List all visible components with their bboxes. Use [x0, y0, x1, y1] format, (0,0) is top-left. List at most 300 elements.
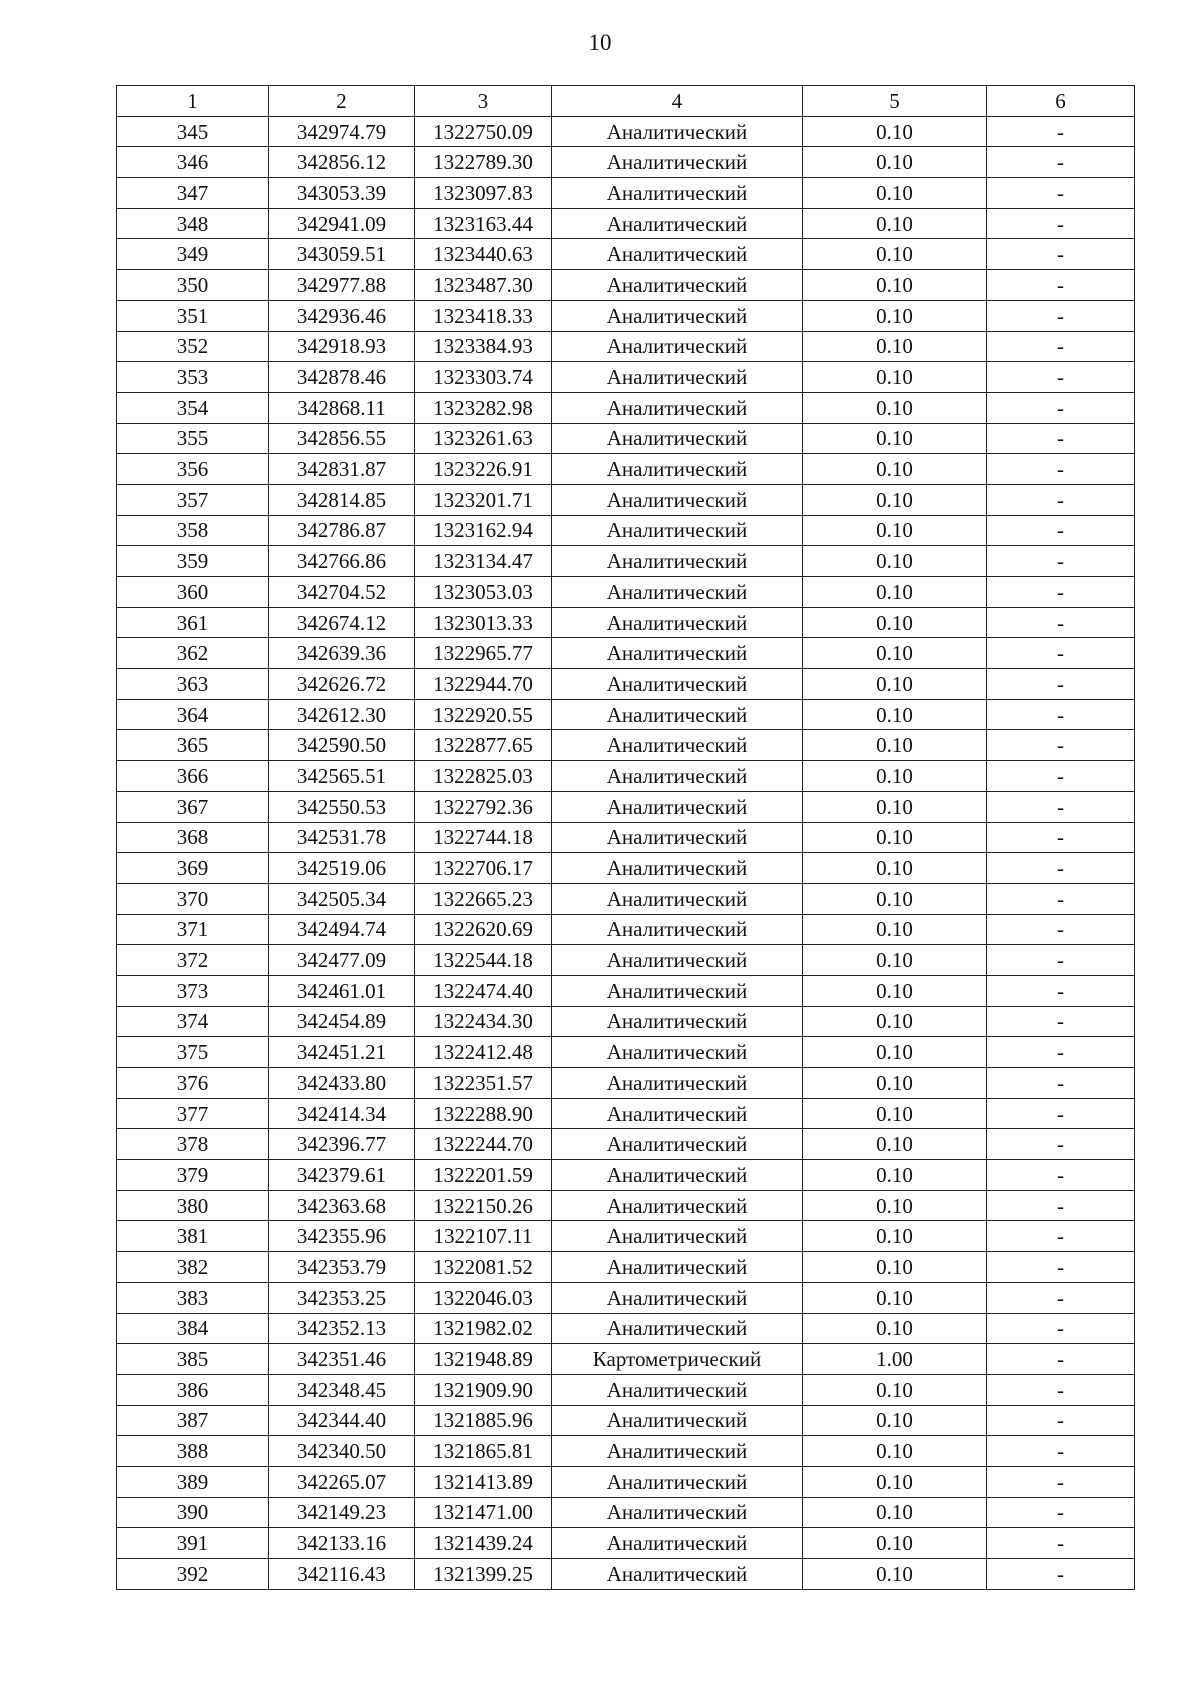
- method-cell: Аналитический: [552, 1068, 803, 1099]
- method-cell: Аналитический: [552, 1466, 803, 1497]
- point-number-cell: 371: [117, 914, 269, 945]
- y-coordinate-cell: 1321982.02: [415, 1313, 552, 1344]
- note-cell: -: [987, 208, 1135, 239]
- y-coordinate-cell: 1323487.30: [415, 270, 552, 301]
- y-coordinate-cell: 1321948.89: [415, 1344, 552, 1375]
- x-coordinate-cell: 342396.77: [269, 1129, 415, 1160]
- table-row: [117, 1466, 1135, 1497]
- accuracy-cell: 0.10: [803, 515, 987, 546]
- accuracy-cell: 0.10: [803, 178, 987, 209]
- note-cell: -: [987, 1160, 1135, 1191]
- note-cell: -: [987, 669, 1135, 700]
- accuracy-cell: 0.10: [803, 1129, 987, 1160]
- accuracy-cell: 0.10: [803, 975, 987, 1006]
- table-row: [117, 178, 1135, 209]
- point-number-cell: 382: [117, 1252, 269, 1283]
- table-row: [117, 730, 1135, 761]
- table-row: [117, 270, 1135, 301]
- table-row: [117, 1313, 1135, 1344]
- note-cell: -: [987, 1405, 1135, 1436]
- table-row: [117, 147, 1135, 178]
- note-cell: -: [987, 791, 1135, 822]
- x-coordinate-cell: 342878.46: [269, 362, 415, 393]
- accuracy-cell: 0.10: [803, 208, 987, 239]
- accuracy-cell: 0.10: [803, 1436, 987, 1467]
- point-number-cell: 349: [117, 239, 269, 270]
- table-row: [117, 822, 1135, 853]
- page-number: 10: [588, 30, 612, 55]
- point-number-cell: 377: [117, 1098, 269, 1129]
- column-header-1: 1: [117, 86, 269, 117]
- method-cell: Аналитический: [552, 178, 803, 209]
- note-cell: -: [987, 362, 1135, 393]
- accuracy-cell: 0.10: [803, 331, 987, 362]
- method-cell: Аналитический: [552, 208, 803, 239]
- point-number-cell: 352: [117, 331, 269, 362]
- x-coordinate-cell: 342505.34: [269, 883, 415, 914]
- x-coordinate-cell: 342766.86: [269, 546, 415, 577]
- point-number-cell: 368: [117, 822, 269, 853]
- x-coordinate-cell: 343059.51: [269, 239, 415, 270]
- y-coordinate-cell: 1321399.25: [415, 1559, 552, 1590]
- point-number-cell: 373: [117, 975, 269, 1006]
- method-cell: Аналитический: [552, 730, 803, 761]
- y-coordinate-cell: 1322920.55: [415, 699, 552, 730]
- accuracy-cell: 0.10: [803, 1559, 987, 1590]
- x-coordinate-cell: 342856.55: [269, 423, 415, 454]
- table-row: [117, 791, 1135, 822]
- table-row: [117, 1282, 1135, 1313]
- table-row: [117, 392, 1135, 423]
- accuracy-cell: 0.10: [803, 1528, 987, 1559]
- note-cell: -: [987, 699, 1135, 730]
- note-cell: -: [987, 515, 1135, 546]
- point-number-cell: 385: [117, 1344, 269, 1375]
- table-row: [117, 208, 1135, 239]
- table-row: [117, 331, 1135, 362]
- method-cell: Аналитический: [552, 147, 803, 178]
- x-coordinate-cell: 342379.61: [269, 1160, 415, 1191]
- accuracy-cell: 0.10: [803, 1497, 987, 1528]
- method-cell: Аналитический: [552, 1190, 803, 1221]
- method-cell: Аналитический: [552, 699, 803, 730]
- x-coordinate-cell: 342461.01: [269, 975, 415, 1006]
- y-coordinate-cell: 1323226.91: [415, 454, 552, 485]
- x-coordinate-cell: 342433.80: [269, 1068, 415, 1099]
- y-coordinate-cell: 1322789.30: [415, 147, 552, 178]
- y-coordinate-cell: 1322201.59: [415, 1160, 552, 1191]
- point-number-cell: 369: [117, 853, 269, 884]
- point-number-cell: 364: [117, 699, 269, 730]
- y-coordinate-cell: 1322150.26: [415, 1190, 552, 1221]
- y-coordinate-cell: 1322081.52: [415, 1252, 552, 1283]
- accuracy-cell: 0.10: [803, 1221, 987, 1252]
- point-number-cell: 381: [117, 1221, 269, 1252]
- x-coordinate-cell: 342786.87: [269, 515, 415, 546]
- accuracy-cell: 0.10: [803, 1098, 987, 1129]
- table-row: [117, 1405, 1135, 1436]
- table-row: [117, 300, 1135, 331]
- x-coordinate-cell: 342639.36: [269, 638, 415, 669]
- note-cell: -: [987, 546, 1135, 577]
- method-cell: Аналитический: [552, 116, 803, 147]
- note-cell: -: [987, 853, 1135, 884]
- note-cell: -: [987, 1282, 1135, 1313]
- y-coordinate-cell: 1323013.33: [415, 607, 552, 638]
- method-cell: Аналитический: [552, 546, 803, 577]
- point-number-cell: 358: [117, 515, 269, 546]
- accuracy-cell: 0.10: [803, 1252, 987, 1283]
- y-coordinate-cell: 1322474.40: [415, 975, 552, 1006]
- table-row: [117, 239, 1135, 270]
- table-row: [117, 883, 1135, 914]
- accuracy-cell: 0.10: [803, 1037, 987, 1068]
- table-row: [117, 1190, 1135, 1221]
- point-number-cell: 391: [117, 1528, 269, 1559]
- table-body: [117, 116, 1135, 1589]
- table-row: [117, 116, 1135, 147]
- point-number-cell: 357: [117, 484, 269, 515]
- point-number-cell: 346: [117, 147, 269, 178]
- y-coordinate-cell: 1322244.70: [415, 1129, 552, 1160]
- method-cell: Аналитический: [552, 423, 803, 454]
- point-number-cell: 356: [117, 454, 269, 485]
- point-number-cell: 376: [117, 1068, 269, 1099]
- y-coordinate-cell: 1321413.89: [415, 1466, 552, 1497]
- method-cell: Аналитический: [552, 945, 803, 976]
- accuracy-cell: 0.10: [803, 761, 987, 792]
- method-cell: Аналитический: [552, 454, 803, 485]
- point-number-cell: 361: [117, 607, 269, 638]
- point-number-cell: 365: [117, 730, 269, 761]
- accuracy-cell: 0.10: [803, 362, 987, 393]
- y-coordinate-cell: 1322792.36: [415, 791, 552, 822]
- point-number-cell: 392: [117, 1559, 269, 1590]
- x-coordinate-cell: 342351.46: [269, 1344, 415, 1375]
- x-coordinate-cell: 342868.11: [269, 392, 415, 423]
- method-cell: Аналитический: [552, 484, 803, 515]
- accuracy-cell: 0.10: [803, 730, 987, 761]
- y-coordinate-cell: 1323163.44: [415, 208, 552, 239]
- x-coordinate-cell: 343053.39: [269, 178, 415, 209]
- accuracy-cell: 0.10: [803, 147, 987, 178]
- x-coordinate-cell: 342355.96: [269, 1221, 415, 1252]
- note-cell: -: [987, 1190, 1135, 1221]
- method-cell: Аналитический: [552, 914, 803, 945]
- table-row: [117, 1098, 1135, 1129]
- x-coordinate-cell: 342531.78: [269, 822, 415, 853]
- point-number-cell: 362: [117, 638, 269, 669]
- x-coordinate-cell: 342550.53: [269, 791, 415, 822]
- accuracy-cell: 0.10: [803, 423, 987, 454]
- point-number-cell: 389: [117, 1466, 269, 1497]
- accuracy-cell: 0.10: [803, 1313, 987, 1344]
- x-coordinate-cell: 342704.52: [269, 577, 415, 608]
- x-coordinate-cell: 342133.16: [269, 1528, 415, 1559]
- note-cell: -: [987, 1436, 1135, 1467]
- x-coordinate-cell: 342348.45: [269, 1374, 415, 1405]
- accuracy-cell: 0.10: [803, 1160, 987, 1191]
- table-row: [117, 607, 1135, 638]
- method-cell: Аналитический: [552, 1037, 803, 1068]
- y-coordinate-cell: 1323261.63: [415, 423, 552, 454]
- accuracy-cell: 0.10: [803, 1282, 987, 1313]
- accuracy-cell: 0.10: [803, 914, 987, 945]
- note-cell: -: [987, 1037, 1135, 1068]
- x-coordinate-cell: 342918.93: [269, 331, 415, 362]
- table-row: [117, 454, 1135, 485]
- note-cell: -: [987, 423, 1135, 454]
- accuracy-cell: 0.10: [803, 1068, 987, 1099]
- accuracy-cell: 0.10: [803, 669, 987, 700]
- note-cell: -: [987, 147, 1135, 178]
- method-cell: Аналитический: [552, 1559, 803, 1590]
- note-cell: -: [987, 1006, 1135, 1037]
- y-coordinate-cell: 1322412.48: [415, 1037, 552, 1068]
- accuracy-cell: 0.10: [803, 1374, 987, 1405]
- method-cell: Аналитический: [552, 1497, 803, 1528]
- column-header-3: 3: [415, 86, 552, 117]
- table-row: [117, 1221, 1135, 1252]
- method-cell: Аналитический: [552, 1374, 803, 1405]
- table-row: [117, 1497, 1135, 1528]
- accuracy-cell: 0.10: [803, 638, 987, 669]
- point-number-cell: 387: [117, 1405, 269, 1436]
- accuracy-cell: 0.10: [803, 945, 987, 976]
- method-cell: Аналитический: [552, 853, 803, 884]
- x-coordinate-cell: 342149.23: [269, 1497, 415, 1528]
- table-row: [117, 945, 1135, 976]
- table-row: [117, 1037, 1135, 1068]
- accuracy-cell: 0.10: [803, 300, 987, 331]
- y-coordinate-cell: 1321865.81: [415, 1436, 552, 1467]
- point-number-cell: 363: [117, 669, 269, 700]
- method-cell: Аналитический: [552, 638, 803, 669]
- y-coordinate-cell: 1322825.03: [415, 761, 552, 792]
- note-cell: -: [987, 116, 1135, 147]
- note-cell: -: [987, 975, 1135, 1006]
- note-cell: -: [987, 1497, 1135, 1528]
- coordinates-table: [116, 85, 1135, 1590]
- point-number-cell: 353: [117, 362, 269, 393]
- note-cell: -: [987, 1374, 1135, 1405]
- y-coordinate-cell: 1323134.47: [415, 546, 552, 577]
- point-number-cell: 367: [117, 791, 269, 822]
- accuracy-cell: 0.10: [803, 1006, 987, 1037]
- method-cell: Аналитический: [552, 975, 803, 1006]
- note-cell: -: [987, 1559, 1135, 1590]
- note-cell: -: [987, 454, 1135, 485]
- method-cell: Аналитический: [552, 669, 803, 700]
- y-coordinate-cell: 1322877.65: [415, 730, 552, 761]
- note-cell: -: [987, 484, 1135, 515]
- x-coordinate-cell: 342814.85: [269, 484, 415, 515]
- accuracy-cell: 0.10: [803, 1466, 987, 1497]
- note-cell: -: [987, 1313, 1135, 1344]
- method-cell: Аналитический: [552, 577, 803, 608]
- note-cell: -: [987, 1098, 1135, 1129]
- table-row: [117, 1068, 1135, 1099]
- y-coordinate-cell: 1322744.18: [415, 822, 552, 853]
- x-coordinate-cell: 342363.68: [269, 1190, 415, 1221]
- accuracy-cell: 1.00: [803, 1344, 987, 1375]
- y-coordinate-cell: 1323418.33: [415, 300, 552, 331]
- point-number-cell: 366: [117, 761, 269, 792]
- x-coordinate-cell: 342353.79: [269, 1252, 415, 1283]
- y-coordinate-cell: 1321471.00: [415, 1497, 552, 1528]
- table-row: [117, 1344, 1135, 1375]
- table-row: [117, 577, 1135, 608]
- point-number-cell: 383: [117, 1282, 269, 1313]
- method-cell: Аналитический: [552, 883, 803, 914]
- x-coordinate-cell: 342454.89: [269, 1006, 415, 1037]
- accuracy-cell: 0.10: [803, 546, 987, 577]
- column-header-6: 6: [987, 86, 1135, 117]
- point-number-cell: 348: [117, 208, 269, 239]
- point-number-cell: 370: [117, 883, 269, 914]
- note-cell: -: [987, 392, 1135, 423]
- method-cell: Аналитический: [552, 761, 803, 792]
- accuracy-cell: 0.10: [803, 239, 987, 270]
- accuracy-cell: 0.10: [803, 1405, 987, 1436]
- point-number-cell: 347: [117, 178, 269, 209]
- accuracy-cell: 0.10: [803, 791, 987, 822]
- y-coordinate-cell: 1322544.18: [415, 945, 552, 976]
- point-number-cell: 345: [117, 116, 269, 147]
- point-number-cell: 355: [117, 423, 269, 454]
- y-coordinate-cell: 1323282.98: [415, 392, 552, 423]
- y-coordinate-cell: 1323053.03: [415, 577, 552, 608]
- method-cell: Аналитический: [552, 1160, 803, 1191]
- point-number-cell: 386: [117, 1374, 269, 1405]
- table-header-row: [117, 86, 1135, 117]
- point-number-cell: 354: [117, 392, 269, 423]
- table-row: [117, 1528, 1135, 1559]
- accuracy-cell: 0.10: [803, 822, 987, 853]
- note-cell: -: [987, 945, 1135, 976]
- y-coordinate-cell: 1321439.24: [415, 1528, 552, 1559]
- y-coordinate-cell: 1322434.30: [415, 1006, 552, 1037]
- note-cell: -: [987, 1068, 1135, 1099]
- method-cell: Аналитический: [552, 1252, 803, 1283]
- table-row: [117, 546, 1135, 577]
- y-coordinate-cell: 1323303.74: [415, 362, 552, 393]
- note-cell: -: [987, 822, 1135, 853]
- y-coordinate-cell: 1322107.11: [415, 1221, 552, 1252]
- y-coordinate-cell: 1322288.90: [415, 1098, 552, 1129]
- method-cell: Аналитический: [552, 1098, 803, 1129]
- point-number-cell: 360: [117, 577, 269, 608]
- table-row: [117, 975, 1135, 1006]
- method-cell: Аналитический: [552, 300, 803, 331]
- table-row: [117, 1436, 1135, 1467]
- x-coordinate-cell: 342831.87: [269, 454, 415, 485]
- note-cell: -: [987, 914, 1135, 945]
- table-row: [117, 1006, 1135, 1037]
- x-coordinate-cell: 342519.06: [269, 853, 415, 884]
- x-coordinate-cell: 342477.09: [269, 945, 415, 976]
- y-coordinate-cell: 1323384.93: [415, 331, 552, 362]
- note-cell: -: [987, 883, 1135, 914]
- accuracy-cell: 0.10: [803, 270, 987, 301]
- note-cell: -: [987, 1252, 1135, 1283]
- method-cell: Аналитический: [552, 1405, 803, 1436]
- point-number-cell: 359: [117, 546, 269, 577]
- point-number-cell: 375: [117, 1037, 269, 1068]
- note-cell: -: [987, 178, 1135, 209]
- point-number-cell: 380: [117, 1190, 269, 1221]
- method-cell: Аналитический: [552, 1006, 803, 1037]
- x-coordinate-cell: 342974.79: [269, 116, 415, 147]
- point-number-cell: 384: [117, 1313, 269, 1344]
- x-coordinate-cell: 342856.12: [269, 147, 415, 178]
- method-cell: Аналитический: [552, 791, 803, 822]
- table-row: [117, 1374, 1135, 1405]
- x-coordinate-cell: 342626.72: [269, 669, 415, 700]
- note-cell: -: [987, 270, 1135, 301]
- table-row: [117, 699, 1135, 730]
- method-cell: Аналитический: [552, 607, 803, 638]
- point-number-cell: 378: [117, 1129, 269, 1160]
- x-coordinate-cell: 342116.43: [269, 1559, 415, 1590]
- note-cell: -: [987, 761, 1135, 792]
- accuracy-cell: 0.10: [803, 116, 987, 147]
- y-coordinate-cell: 1322351.57: [415, 1068, 552, 1099]
- x-coordinate-cell: 342494.74: [269, 914, 415, 945]
- column-header-2: 2: [269, 86, 415, 117]
- note-cell: -: [987, 638, 1135, 669]
- x-coordinate-cell: 342612.30: [269, 699, 415, 730]
- note-cell: -: [987, 239, 1135, 270]
- x-coordinate-cell: 342414.34: [269, 1098, 415, 1129]
- method-cell: Аналитический: [552, 515, 803, 546]
- table-row: [117, 1160, 1135, 1191]
- accuracy-cell: 0.10: [803, 454, 987, 485]
- method-cell: Аналитический: [552, 331, 803, 362]
- x-coordinate-cell: 342977.88: [269, 270, 415, 301]
- note-cell: -: [987, 1466, 1135, 1497]
- method-cell: Аналитический: [552, 362, 803, 393]
- table-row: [117, 669, 1135, 700]
- x-coordinate-cell: 342674.12: [269, 607, 415, 638]
- method-cell: Аналитический: [552, 392, 803, 423]
- y-coordinate-cell: 1322944.70: [415, 669, 552, 700]
- x-coordinate-cell: 342340.50: [269, 1436, 415, 1467]
- point-number-cell: 379: [117, 1160, 269, 1191]
- method-cell: Картометрический: [552, 1344, 803, 1375]
- table-row: [117, 362, 1135, 393]
- method-cell: Аналитический: [552, 239, 803, 270]
- method-cell: Аналитический: [552, 822, 803, 853]
- accuracy-cell: 0.10: [803, 1190, 987, 1221]
- y-coordinate-cell: 1322965.77: [415, 638, 552, 669]
- point-number-cell: 388: [117, 1436, 269, 1467]
- y-coordinate-cell: 1322620.69: [415, 914, 552, 945]
- point-number-cell: 351: [117, 300, 269, 331]
- column-header-5: 5: [803, 86, 987, 117]
- accuracy-cell: 0.10: [803, 392, 987, 423]
- accuracy-cell: 0.10: [803, 484, 987, 515]
- y-coordinate-cell: 1323201.71: [415, 484, 552, 515]
- table-row: [117, 1559, 1135, 1590]
- point-number-cell: 372: [117, 945, 269, 976]
- note-cell: -: [987, 1221, 1135, 1252]
- x-coordinate-cell: 342451.21: [269, 1037, 415, 1068]
- y-coordinate-cell: 1323440.63: [415, 239, 552, 270]
- point-number-cell: 390: [117, 1497, 269, 1528]
- note-cell: -: [987, 730, 1135, 761]
- y-coordinate-cell: 1321909.90: [415, 1374, 552, 1405]
